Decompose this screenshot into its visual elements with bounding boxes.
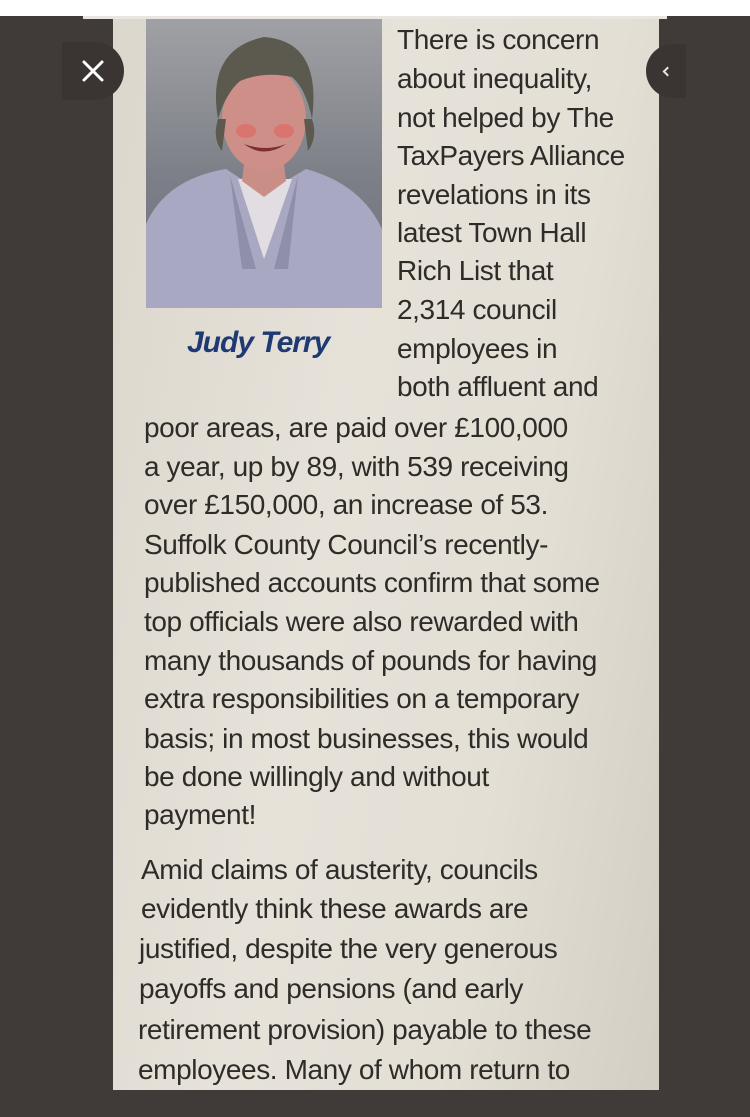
text-line: payment! bbox=[144, 799, 256, 830]
text-line: evidently think these awards are bbox=[141, 893, 529, 924]
text-line: be done willingly and without bbox=[144, 761, 489, 792]
text-line: TaxPayers Alliance bbox=[397, 140, 625, 171]
text-line: Amid claims of austerity, councils bbox=[141, 854, 538, 885]
text-line: poor areas, are paid over £100,000 bbox=[144, 412, 568, 443]
text-line: Suffolk County Council’s recently- bbox=[144, 529, 549, 560]
text-line: revelations in its bbox=[397, 179, 591, 210]
text-line: There is concern bbox=[397, 24, 600, 55]
author-photo bbox=[146, 19, 382, 308]
text-line: justified, despite the very generous bbox=[139, 933, 558, 964]
text-line: employees. Many of whom return to bbox=[138, 1054, 570, 1085]
text-line: latest Town Hall bbox=[397, 217, 587, 248]
text-line: not helped by The bbox=[397, 102, 614, 133]
photo-caption: Judy Terry bbox=[187, 326, 330, 359]
text-line: about inequality, bbox=[397, 63, 593, 94]
text-line: many thousands of pounds for having bbox=[144, 645, 597, 676]
text-line: 2,314 council bbox=[397, 294, 557, 325]
text-line: Rich List that bbox=[397, 255, 554, 286]
text-line: both affluent and bbox=[397, 371, 599, 402]
article-image bbox=[113, 19, 659, 1090]
text-line: basis; in most businesses, this would bbox=[144, 723, 589, 754]
chevron-left-icon bbox=[663, 67, 673, 77]
text-line: published accounts confirm that some bbox=[144, 567, 600, 598]
text-line: employees in bbox=[397, 333, 558, 364]
text-line: extra responsibilities on a temporary bbox=[144, 683, 579, 714]
text-line: payoffs and pensions (and early bbox=[139, 973, 524, 1004]
text-line: top officials were also rewarded with bbox=[144, 606, 579, 637]
close-icon bbox=[81, 59, 105, 83]
top-status-bar bbox=[0, 0, 750, 16]
text-line: retirement provision) payable to these bbox=[138, 1014, 592, 1045]
text-line: over £150,000, an increase of 53. bbox=[144, 489, 548, 520]
text-line: a year, up by 89, with 539 receiving bbox=[144, 451, 569, 482]
close-button[interactable] bbox=[62, 42, 124, 100]
